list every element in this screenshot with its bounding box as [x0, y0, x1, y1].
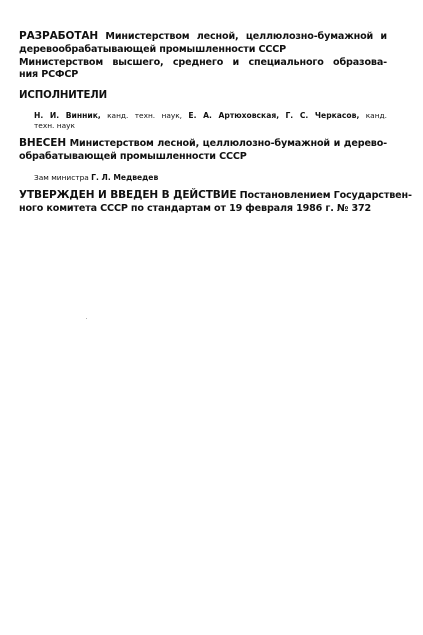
- developed-block: [19, 30, 387, 82]
- performer-3-name: Г. С. Черкасов,: [285, 111, 360, 120]
- deputy-name: Г. Л. Медведев: [91, 173, 159, 182]
- deputy-line: [34, 173, 402, 183]
- performers-heading: ИСПОЛНИТЕЛИ: [19, 90, 107, 101]
- introduced-line-2: обрабатывающей промышленности СССР: [19, 150, 247, 162]
- approved-text-1: Постановлением Государствен-: [239, 190, 412, 201]
- developed-lead: РАЗРАБОТАН: [19, 30, 99, 42]
- performers-list: [34, 111, 387, 131]
- introduced-block: [19, 137, 387, 164]
- developed-line-2: деревообрабатывающей промышленности СССР: [19, 43, 287, 55]
- approved-lead: УТВЕРЖДЕН И ВВЕДЕН В ДЕЙСТВИЕ: [19, 189, 237, 201]
- performers-line-1: [34, 111, 387, 121]
- approved-block: [19, 189, 412, 216]
- performer-1-name: Н. И. Винник,: [34, 111, 101, 120]
- scan-speck: [86, 318, 87, 319]
- performers-line-2: техн. наук: [34, 121, 75, 130]
- developed-text-1: Министерством лесной, целлюлозно-бумажной и: [105, 31, 387, 42]
- developed-line-3: Министерством высшего, среднего и специального образова-: [19, 56, 387, 68]
- performer-3-degree: канд.: [365, 111, 387, 120]
- introduced-lead: ВНЕСЕН: [19, 137, 67, 149]
- approved-line-2: ного комитета СССР по стандартам от 19 февраля 1986 г. № 372: [19, 202, 372, 214]
- introduced-line-1: [19, 137, 387, 151]
- deputy-role: Зам министра: [34, 173, 89, 182]
- performer-1-degree: канд. техн. наук,: [107, 111, 183, 120]
- introduced-text-1: Министерством лесной, целлюлозно-бумажной и дерево-: [69, 138, 387, 149]
- developed-line-4: ния РСФСР: [19, 69, 79, 81]
- developed-line-1: [19, 30, 387, 44]
- performer-2-name: Е. А. Артюховская,: [188, 111, 280, 120]
- approved-line-1: [19, 189, 412, 203]
